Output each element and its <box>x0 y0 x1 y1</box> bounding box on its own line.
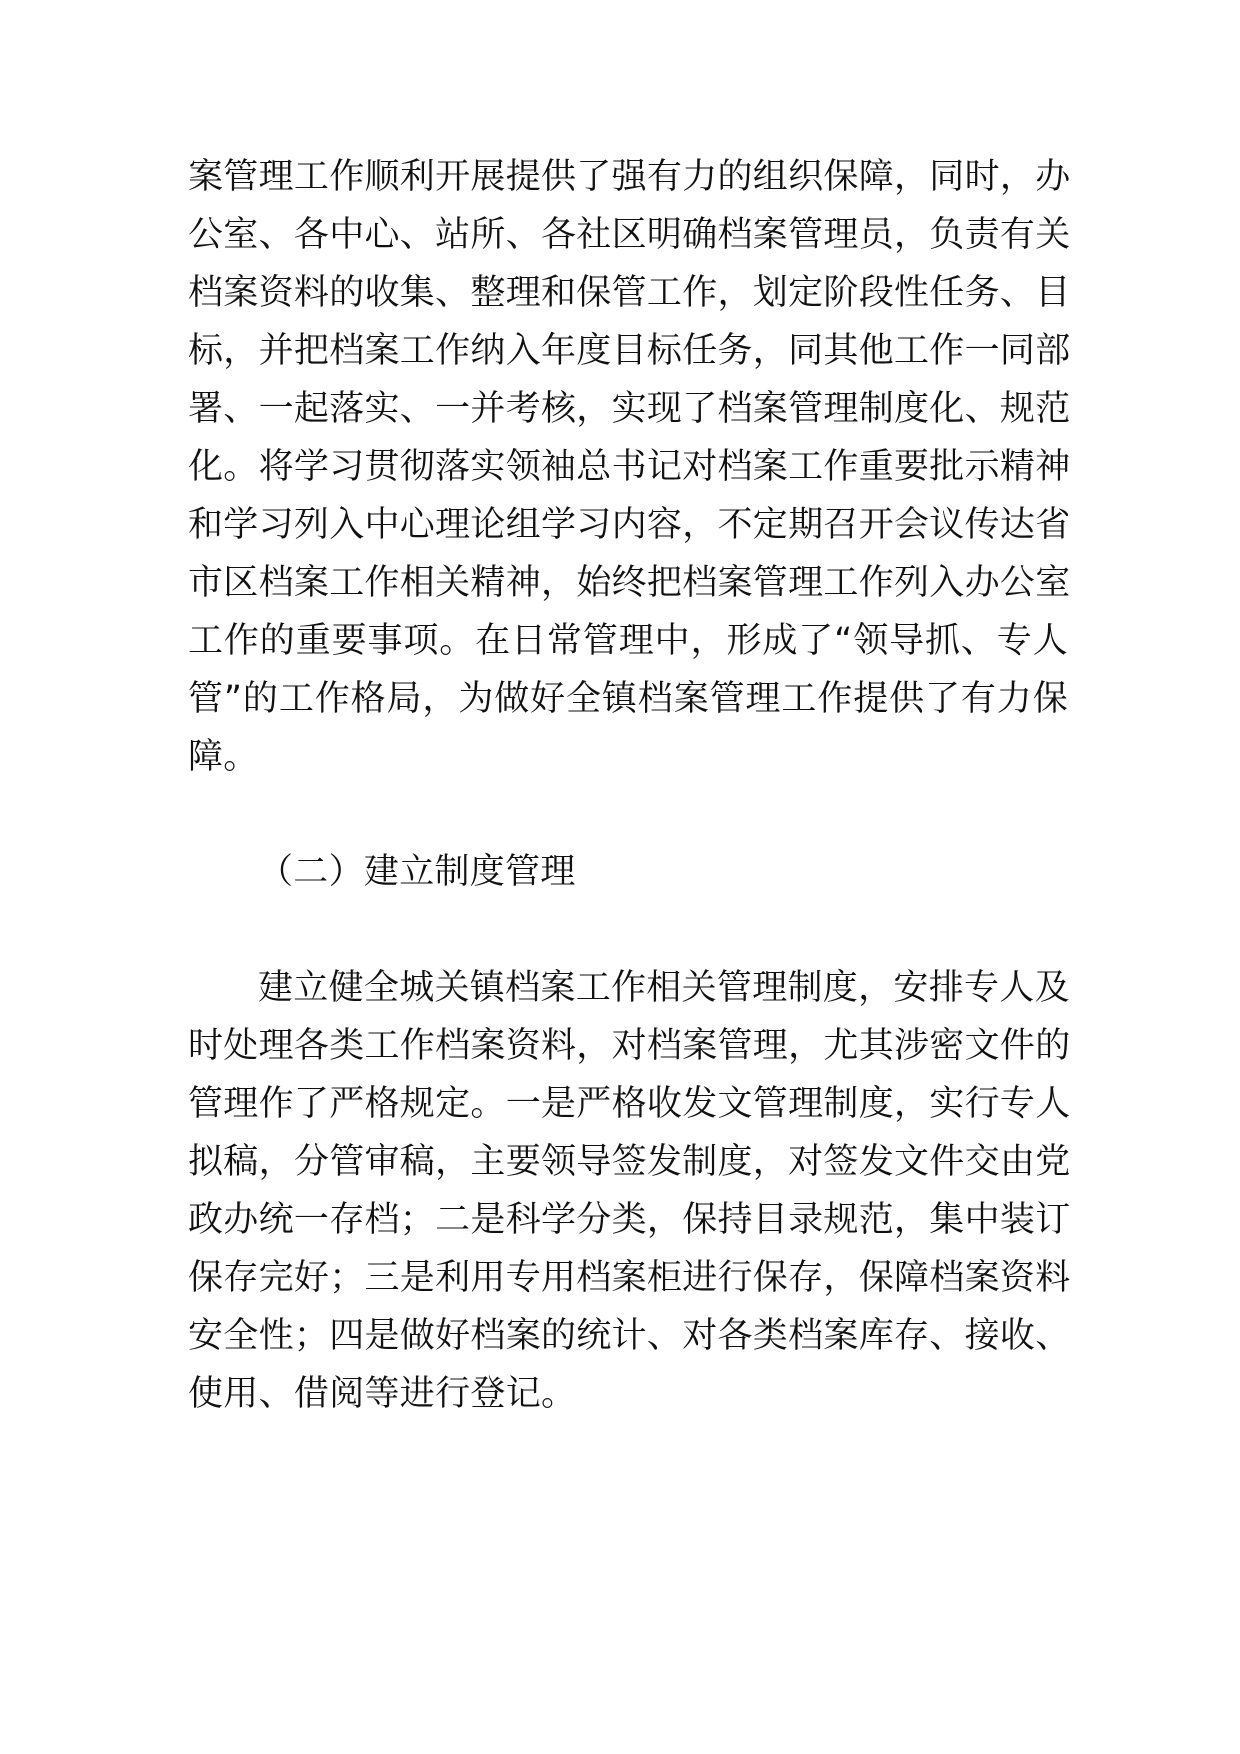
section-heading: （二）建立制度管理 <box>258 852 576 892</box>
paragraph-2-line: 使用、借阅等进行登记。 <box>188 1374 577 1414</box>
paragraph-1-line: 署、一起落实、一并考核，实现了档案管理制度化、规范 <box>188 389 1071 429</box>
paragraph-1-line: 案管理工作顺利开展提供了强有力的组织保障，同时，办 <box>188 157 1071 197</box>
paragraph-1-line: 市区档案工作相关精神，始终把档案管理工作列入办公室 <box>188 563 1071 603</box>
paragraph-2-line: 拟稿，分管审稿，主要领导签发制度，对签发文件交由党 <box>188 1142 1071 1182</box>
paragraph-2-line: 保存完好；三是利用专用档案柜进行保存，保障档案资料 <box>188 1258 1071 1298</box>
paragraph-2-line: 安全性；四是做好档案的统计、对各类档案库存、接收、 <box>188 1316 1071 1356</box>
paragraph-1-line: 障。 <box>188 737 259 777</box>
paragraph-1-line: 化。将学习贯彻落实领袖总书记对档案工作重要批示精神 <box>188 447 1071 487</box>
paragraph-1-line: 和学习列入中心理论组学习内容，不定期召开会议传达省 <box>188 505 1071 545</box>
paragraph-2-line: 政办统一存档；二是科学分类，保持目录规范，集中装订 <box>188 1200 1071 1240</box>
paragraph-1-line: 工作的重要事项。在日常管理中，形成了“领导抓、专人 <box>188 621 1068 661</box>
paragraph-1-line: 管”的工作格局，为做好全镇档案管理工作提供了有力保 <box>188 679 1068 719</box>
paragraph-1-line: 公室、各中心、站所、各社区明确档案管理员，负责有关 <box>188 215 1071 255</box>
paragraph-2-line: 管理作了严格规定。一是严格收发文管理制度，实行专人 <box>188 1084 1071 1124</box>
paragraph-2-line: 时处理各类工作档案资料，对档案管理，尤其涉密文件的 <box>188 1026 1071 1066</box>
paragraph-1-line: 档案资料的收集、整理和保管工作，划定阶段性任务、目 <box>188 273 1071 313</box>
paragraph-2-line: 建立健全城关镇档案工作相关管理制度，安排专人及 <box>258 968 1070 1008</box>
paragraph-1-line: 标，并把档案工作纳入年度目标任务，同其他工作一同部 <box>188 331 1071 371</box>
